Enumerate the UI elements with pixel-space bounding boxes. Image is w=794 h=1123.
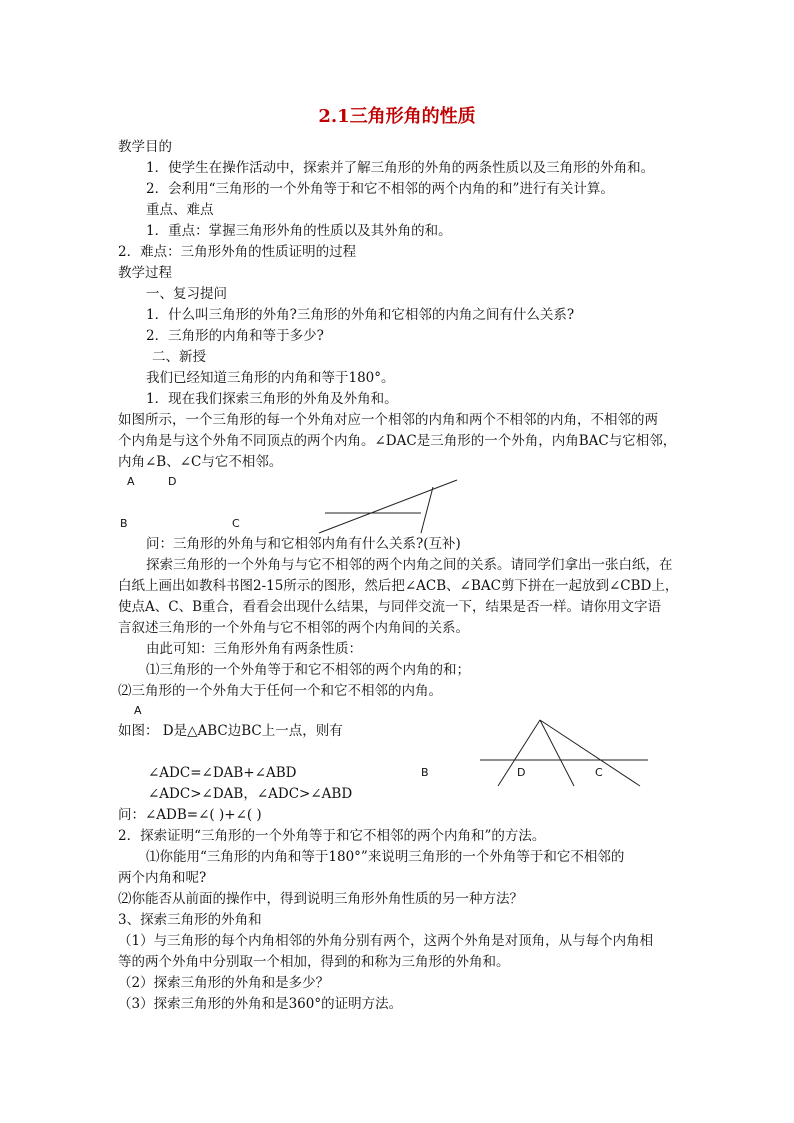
text-line: ⑴你能用“三角形的内角和等于180°”来说明三角形的一个外角等于和它不相邻的 <box>146 849 625 865</box>
figure-2-label-c: C <box>595 766 603 779</box>
text-line: 使点A、C、B重合，看看会出现什么结果，与同伴交流一下，结果是否一样。请你用文字语 <box>118 599 661 615</box>
figure-1-triangle-diagram <box>315 475 465 540</box>
figure-2-label-a: A <box>134 704 142 717</box>
text-line: ⑵你能否从前面的操作中，得到说明三角形外角性质的另一种方法？ <box>118 891 523 907</box>
text-line: 2．三角形的内角和等于多少? <box>146 328 324 344</box>
text-line: 两个内角和呢? <box>118 870 207 886</box>
section-heading: 一、复习提问 <box>146 286 227 302</box>
section-heading: 教学过程 <box>118 265 172 281</box>
figure-1-label-c: C <box>232 517 240 530</box>
text-line: 个内角是与这个外角不同顶点的两个内角。∠DAC是三角形的一个外角，内角BAC与它相邻， <box>118 433 677 449</box>
text-line: 1．使学生在操作活动中，探索并了解三角形的外角的两条性质以及三角形的外角和。 <box>146 160 655 176</box>
figure-1-label-b: B <box>120 517 128 530</box>
text-line: ⑵三角形的一个外角大于任何一个和它不相邻的内角。 <box>118 683 442 699</box>
section-heading: 3、探索三角形的外角和 <box>118 912 262 928</box>
formula-line: 问：∠ADB=∠( )+∠( ) <box>118 807 262 823</box>
section-heading: 重点、难点 <box>146 202 214 218</box>
text-line: 1．重点：掌握三角形外角的性质以及其外角的和。 <box>146 223 452 239</box>
text-line: 内角∠B、∠C与它不相邻。 <box>118 454 283 470</box>
text-line: 如图所示，一个三角形的每一个外角对应一个相邻的内角和两个不相邻的内角，不相邻的两 <box>118 412 658 428</box>
text-line: 问：三角形的外角与和它相邻内角有什么关系?(互补) <box>146 536 461 552</box>
text-line: 2．难点：三角形外角的性质证明的过程 <box>118 244 357 260</box>
formula-line: ∠ADC=∠DAB+∠ABD <box>148 765 297 781</box>
text-line: 1．什么叫三角形的外角?三角形的外角和它相邻的内角之间有什么关系? <box>146 307 575 323</box>
page-title: 2.1三角形角的性质 <box>318 106 476 127</box>
formula-line: ∠ADC>∠DAB，∠ADC>∠ABD <box>148 786 353 802</box>
text-line: 探索三角形的一个外角与与它不相邻的两个内角之间的关系。请同学们拿出一张白纸，在 <box>146 557 673 573</box>
section-heading: 教学目的 <box>118 139 172 155</box>
text-line: 言叙述三角形的一个外角与它不相邻的两个内角间的关系。 <box>118 620 469 636</box>
figure-2-triangle-diagram <box>478 716 653 788</box>
text-line: 如图： D是△ABC边BC上一点，则有 <box>118 723 343 739</box>
text-line: （2）探索三角形的外角和是多少？ <box>118 975 330 991</box>
text-line: 由此可知：三角形外角有两条性质： <box>146 641 362 657</box>
text-line: （3）探索三角形的外角和是360°的证明方法。 <box>118 996 403 1012</box>
text-line: 等的两个外角中分别取一个相加，得到的和称为三角形的外角和。 <box>118 954 510 970</box>
text-line: （1）与三角形的每个内角相邻的外角分别有两个，这两个外角是对顶角，从与每个内角相 <box>118 933 654 949</box>
text-line: 1．现在我们探索三角形的外角及外角和。 <box>146 391 398 407</box>
text-line: 2．探索证明“三角形的一个外角等于和它不相邻的两个内角和”的方法。 <box>118 828 546 844</box>
text-line: 2．会利用“三角形的一个外角等于和它不相邻的两个内角的和”进行有关计算。 <box>146 181 614 197</box>
figure-1-label-d: D <box>168 475 177 488</box>
text-line: 白纸上画出如教科书图2-15所示的图形，然后把∠ACB、∠BAC剪下拼在一起放到∠CBD上， <box>118 578 679 594</box>
figure-2-label-b: B <box>421 766 429 779</box>
section-heading: 二、新授 <box>152 349 206 365</box>
text-line: ⑴三角形的一个外角等于和它不相邻的两个内角的和； <box>146 662 470 678</box>
text-line: 我们已经知道三角形的内角和等于180°。 <box>146 370 395 386</box>
figure-2-label-d: D <box>517 766 526 779</box>
figure-1-label-a: A <box>127 475 135 488</box>
